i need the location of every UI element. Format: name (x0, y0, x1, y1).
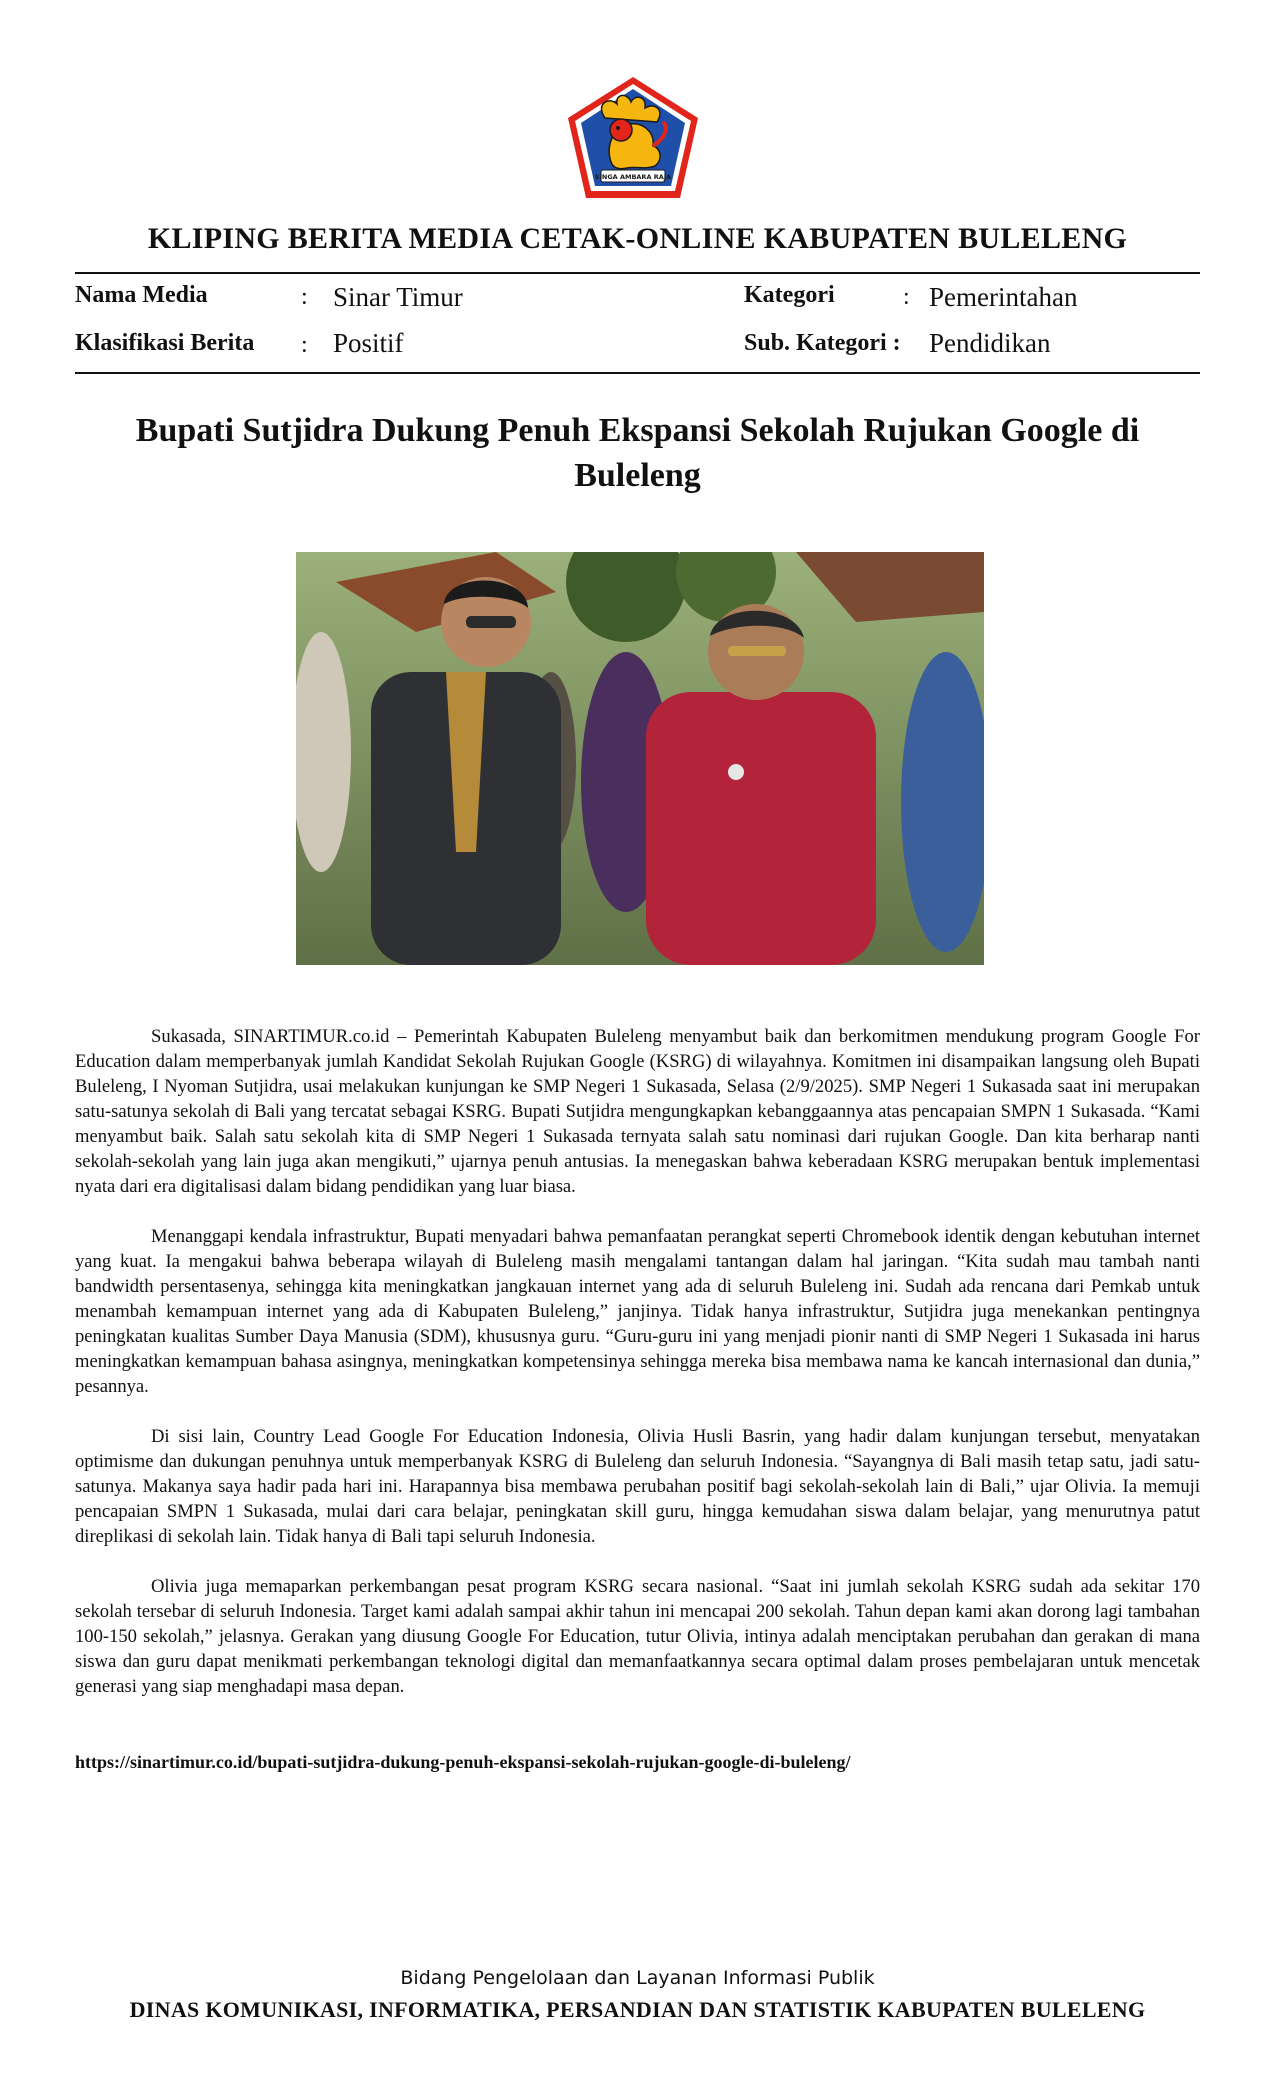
media-label: Nama Media (75, 282, 208, 308)
article-paragraph-3: Di sisi lain, Country Lead Google For Education Indonesia, Olivia Husli Basrin, yang hadir dalam kunjungan tersebut, menyatakan optimisme dan dukungan penuhnya untuk memperbanyak KSRG di Buleleng dan seluruh Indonesia. “Sayangnya di Bali masih tetap satu, jadi satu-satunya. Makanya saya hadir pada hari ini. Harapannya bisa membawa perubahan positif bagi sekolah-sekolah lain di Bali,” ujar Olivia. Ia memuji pencapaian SMPN 1 Sukasada, mulai dari cara belajar, peningkatan skill guru, hingga kemudahan siswa dalam belajar, yang menurutnya patut direplikasi di sekolah lain. Tidak hanya di Bali tapi seluruh Indonesia. (75, 1426, 1200, 1547)
category-colon: : (903, 284, 910, 310)
article-body (75, 1024, 1200, 1724)
media-value: Sinar Timur (333, 282, 463, 312)
photo-two-officials-icon (296, 552, 984, 965)
article-paragraph-4: Olivia juga memaparkan perkembangan pesat program KSRG secara nasional. “Saat ini jumlah sekolah KSRG sudah ada sekitar 170 sekolah tersebar di seluruh Indonesia. Target kami adalah sampai akhir tahun ini mencapai 200 sekolah. Tahun depan kami akan dorong lagi tambahan 100-150 sekolah,” jelasnya. Gerakan yang diusung Google For Education, tutur Olivia, intinya adalah menciptakan perubahan dan gerakan di mana siswa dan guru dapat menikmati perkembangan teknologi digital dan memanfaatkannya secara optimal dalam proses pembelajaran untuk mencetak generasi yang siap menghadapi masa depan. (75, 1576, 1200, 1697)
subcategory-label: Sub. Kategori : (744, 330, 901, 356)
article-photo (296, 552, 984, 965)
regency-logo (565, 74, 701, 202)
classification-value: Positif (333, 328, 404, 358)
article-title: Bupati Sutjidra Dukung Penuh Ekspansi Sekolah Rujukan Google di Buleleng (135, 412, 1140, 494)
classification-label: Klasifikasi Berita (75, 330, 255, 356)
footer-division: Bidang Pengelolaan dan Layanan Informasi Publik (400, 1967, 875, 1989)
singa-ambara-raja-emblem-icon (565, 74, 701, 202)
header-divider-bottom (75, 372, 1200, 374)
media-colon: : (301, 284, 308, 310)
footer-agency: DINAS KOMUNIKASI, INFORMATIKA, PERSANDIAN DAN STATISTIK KABUPATEN BULELENG (129, 1997, 1146, 2022)
article-paragraph-1: Sukasada, SINARTIMUR.co.id – Pemerintah Kabupaten Buleleng menyambut baik dan berkomitmen mendukung program Google For Education dalam memperbanyak jumlah Kandidat Sekolah Rujukan Google (KSRG) di wilayahnya. Komitmen ini disampaikan langsung oleh Bupati Buleleng, I Nyoman Sutjidra, usai melakukan kunjungan ke SMP Negeri 1 Sukasada, Selasa (2/9/2025). SMP Negeri 1 Sukasada saat ini merupakan satu-satunya sekolah di Bali yang tercatat sebagai KSRG. Bupati Sutjidra mengungkapkan kebanggaannya atas pencapaian SMPN 1 Sukasada. “Kami menyambut baik. Salah satu sekolah kita di SMP Negeri 1 Sukasada ternyata salah satu nominasi dari rujukan Google. Dan kita berharap nanti sekolah-sekolah yang lain juga akan mengikuti,” ujarnya penuh antusias. Ia menegaskan bahwa keberadaan KSRG merupakan bentuk implementasi nyata dari era digitalisasi dalam bidang pendidikan yang luar biasa. (75, 1026, 1200, 1197)
header-title: KLIPING BERITA MEDIA CETAK-ONLINE KABUPATEN BULELENG (147, 222, 1128, 255)
article-paragraph-2: Menanggapi kendala infrastruktur, Bupati menyadari bahwa pemanfaatan perangkat seperti Chromebook identik dengan kebutuhan internet yang kuat. Ia mengakui bahwa beberapa wilayah di Buleleng masih mengalami tantangan dalam hal jaringan. “Kita sudah mau tambah nanti bandwidth persentasenya, sehingga kita meningkatkan jangkauan internet yang ada di seluruh Buleleng ini. Sudah ada rencana dari Pemkab untuk menambah kemampuan internet yang ada di Kabupaten Buleleng,” janjinya. Tidak hanya infrastruktur, Sutjidra juga menekankan pentingnya peningkatan kualitas Sumber Daya Manusia (SDM), khususnya guru. “Guru-guru ini yang menjadi pionir nanti di SMP Negeri 1 Sukasada ini harus meningkatkan kemampuan bahasa asingnya, meningkatkan kompetensinya sehingga mereka bisa membawa nama ke kancah internasional dan dunia,” pesannya. (75, 1226, 1200, 1397)
header-divider-top (75, 272, 1200, 274)
svg-text:SINGA AMBARA RAJA: SINGA AMBARA RAJA (594, 173, 672, 181)
category-label: Kategori (744, 282, 835, 308)
subcategory-value: Pendidikan (929, 328, 1051, 358)
source-url: https://sinartimur.co.id/bupati-sutjidra-dukung-penuh-ekspansi-sekolah-rujukan-google-di-buleleng/ (75, 1752, 851, 1772)
classification-colon: : (301, 332, 308, 358)
category-value: Pemerintahan (929, 282, 1078, 312)
